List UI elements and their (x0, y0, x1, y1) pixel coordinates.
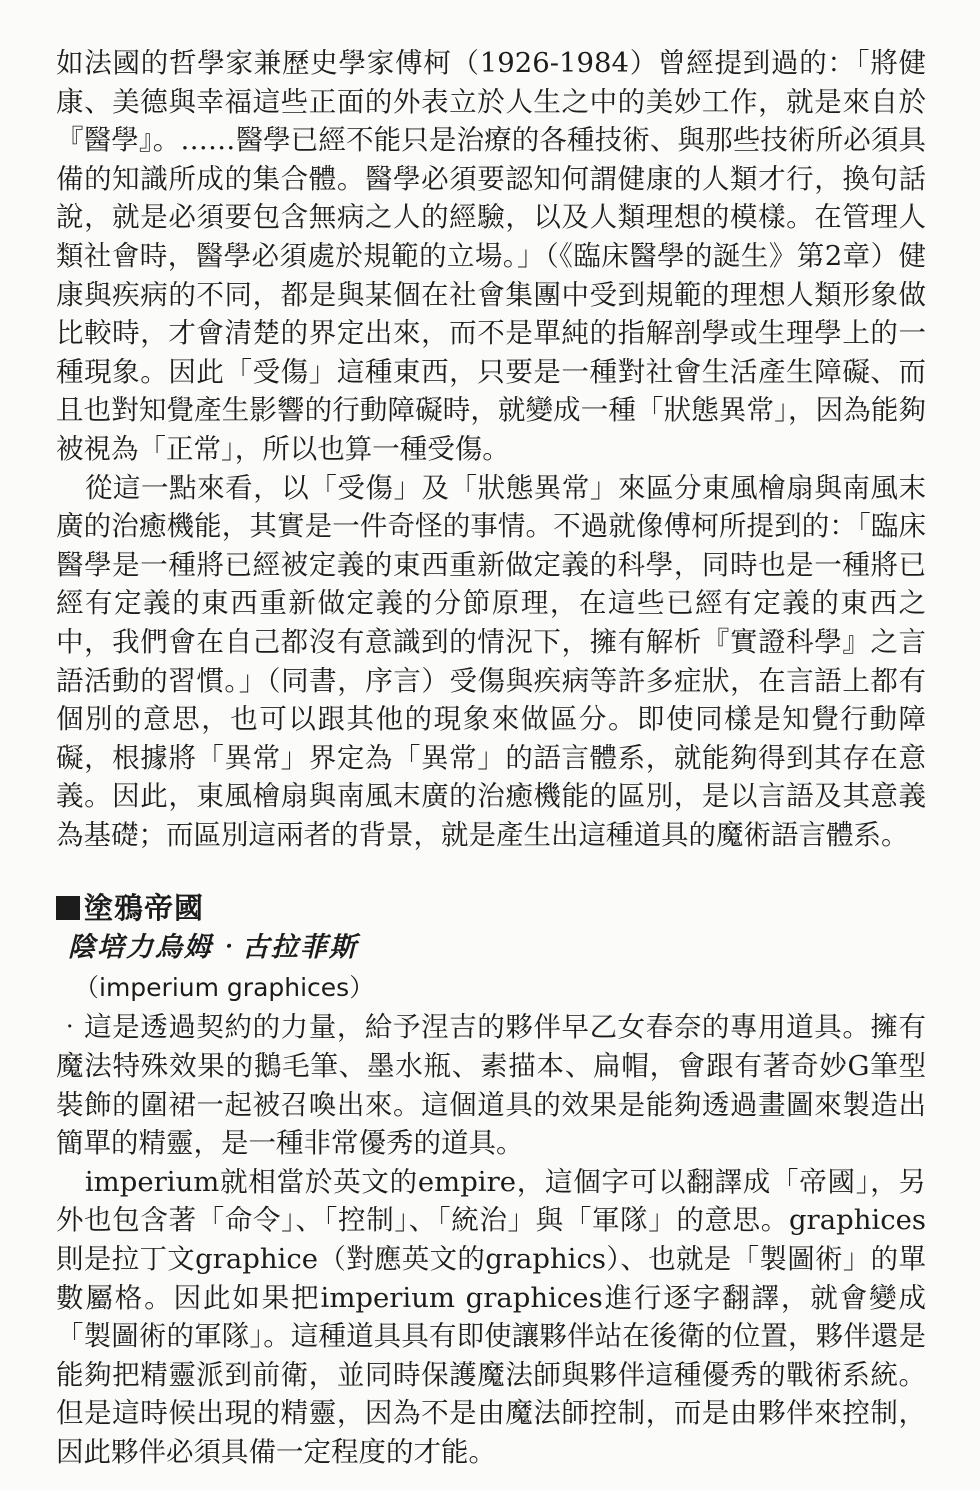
page-content (56, 44, 926, 1472)
section-heading (56, 888, 926, 928)
body-paragraph-2: 從這一點來看，以「受傷」及「狀態異常」來區分東風檜扇與南風末廣的治癒機能，其實是一件奇怪的事情。不過就像傅柯所提到的：「臨床醫學是一種將已經被定義的東西重新做定義的科學，同時也是一種將已經有定義的東西重新做定義的分節原理，在這些已經有定義的東西之中，我們會在自己都沒有意識到的情況下，擁有解析『實證科學』之言語活動的習慣。」（同書，序言）受傷與疾病等許多症狀，在言語上都有個別的意思，也可以跟其他的現象來做區分。即使同樣是知覺行動障礙，根據將「異常」界定為「異常」的語言體系，就能夠得到其存在意義。因此，東風檜扇與南風末廣的治癒機能的區別，是以言語及其意義為基礎；而區別這兩者的背景，就是產生出這種道具的魔術語言體系。 (56, 471, 926, 851)
entry-description: ‧這是透過契約的力量，給予涅吉的夥伴早乙女春奈的專用道具。擁有魔法特殊效果的鵝毛筆、墨水瓶、素描本、扁帽，會跟有著奇妙G筆型裝飾的圍裙一起被召喚出來。這個道具的效果是能夠透過畫圖來製造出簡單的精靈，是一種非常優秀的道具。 (56, 1011, 926, 1160)
section-gap (56, 854, 926, 888)
entry-etymology: imperium就相當於英文的empire，這個字可以翻譯成「帝國」，另外也包含著「命令」、「控制」、「統治」與「軍隊」的意思。graphices則是拉丁文graphice（對應英文的graphics）、也就是「製圖術」的單數屬格。因此如果把imperium graphices進行逐字翻譯，就會變成「製圖術的軍隊」。這種道具具有即使讓夥伴站在後衛的位置，夥伴還是能夠把精靈派到前衛，並同時保護魔法師與夥伴這種優秀的戰術系統。但是這時候出現的精靈，因為不是由魔法師控制，而是由夥伴來控制，因此夥伴必須具備一定程度的才能。 (56, 1165, 926, 1468)
section-title-text: 塗鴉帝國 (84, 891, 205, 926)
square-bullet-icon (56, 896, 80, 920)
entry-latin-name: （imperium graphices） (74, 973, 375, 1003)
body-paragraph-1: 如法國的哲學家兼歷史學家傅柯（1926-1984）曾經提到過的：「將健康、美德與幸福這些正面的外表立於人生之中的美妙工作，就是來自於『醫學』。……醫學已經不能只是治療的各種技術、與那些技術所必須具備的知識所成的集合體。醫學必須要認知何謂健康的人類才行，換句話說，就是必須要包含無病之人的經驗，以及人類理想的模樣。在管理人類社會時，醫學必須處於規範的立場。」（《臨床醫學的誕生》第2章）健康與疾病的不同，都是與某個在社會集團中受到規範的理想人類形象做比較時，才會清楚的界定出來，而不是單純的指解剖學或生理學上的一種現象。因此「受傷」這種東西，只要是一種對社會生活產生障礙、而且也對知覺產生影響的行動障礙時，就變成一種「狀態異常」，因為能夠被視為「正常」，所以也算一種受傷。 (56, 47, 926, 465)
entry-name: 陰培力烏姆‧古拉菲斯 (68, 932, 358, 964)
